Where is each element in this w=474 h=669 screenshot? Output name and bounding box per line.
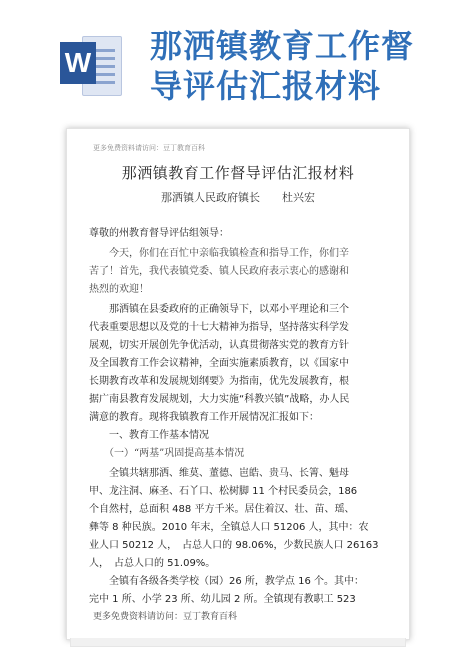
text-line: 全镇共辖那洒、维莫、董德、岜皓、贵马、长箐、魁母 bbox=[89, 468, 349, 479]
text-line: 长期教育改革和发展规划纲要》为指南，优先发展教育，根 bbox=[89, 376, 349, 387]
text-line: 完中 1 所、小学 23 所、幼儿园 2 所。全镇现有教职工 523 bbox=[89, 594, 356, 605]
document-title: 那洒镇教育工作督导评估汇报材料 bbox=[121, 164, 355, 182]
word-logo: W bbox=[60, 42, 96, 84]
text-line: 苦了！首先，我代表镇党委、镇人民政府表示衷心的感谢和 bbox=[89, 266, 349, 277]
text-line: 个自然村，总面积 488 平方千米。居住着汉、壮、苗、瑶、 bbox=[89, 504, 355, 515]
top-note: 更多免费资料请访问：豆丁教育百科 bbox=[93, 144, 205, 152]
section-heading: 一、教育工作基本情况 bbox=[89, 430, 209, 441]
intro-paragraph bbox=[89, 301, 389, 427]
text-line: 全镇有各级各类学校（园）26 所，教学点 16 个。其中： bbox=[89, 576, 364, 587]
text-line: 热烈的欢迎！ bbox=[89, 284, 149, 295]
text-line: 据广南县教育发展规划，大力实施“科教兴镇”战略，办人民 bbox=[89, 394, 350, 405]
text-line: 满意的教育。现将我镇教育工作开展情况汇报如下： bbox=[89, 412, 319, 423]
subsection-heading: （一）“两基”巩固提高基本情况 bbox=[89, 448, 245, 459]
text-line: 甲、龙注洞、麻圣、石丫口、松树脚 11 个村民委员会，186 bbox=[89, 486, 358, 497]
document-page bbox=[66, 128, 410, 640]
header-banner bbox=[0, 0, 474, 120]
text-line: 今天，你们在百忙中亲临我镇检查和指导工作，你们辛 bbox=[89, 248, 349, 259]
page-stack-edge bbox=[70, 638, 406, 647]
bottom-note: 更多免费资料请访问：豆丁教育百科 bbox=[93, 612, 238, 622]
banner-title bbox=[150, 26, 450, 106]
text-line: 彝等 8 种民族。2010 年末，全镇总人口 51206 人，其中：农 bbox=[89, 522, 369, 533]
document-author: 那洒镇人民政府镇长 杜兴宏 bbox=[161, 191, 315, 204]
welcome-paragraph bbox=[89, 245, 389, 299]
text-line: 展观，切实开展创先争优活动，认真贯彻落实党的教育方针 bbox=[89, 340, 349, 351]
text-line: 业人口 50212 人， 占总人口的 98.06%，少数民族人口 26163 bbox=[89, 540, 379, 551]
text-line: 及全国教育工作会议精神，全面实施素质教育，以《国家中 bbox=[89, 358, 349, 369]
text-line: 那洒镇在县委政府的正确领导下，以邓小平理论和三个 bbox=[89, 304, 349, 315]
salutation: 尊敬的州教育督导评估组领导： bbox=[89, 228, 229, 239]
word-document-icon bbox=[60, 30, 122, 100]
banner-title-line1: 那洒镇教育工作督 bbox=[150, 27, 415, 65]
body-paragraph bbox=[89, 465, 389, 609]
text-line: 代表重要思想以及党的十七大精神为指导，坚持落实科学发 bbox=[89, 322, 349, 333]
banner-title-line2: 导评估汇报材料 bbox=[150, 67, 382, 105]
text-line: 人， 占总人口的 51.09%。 bbox=[89, 558, 216, 569]
